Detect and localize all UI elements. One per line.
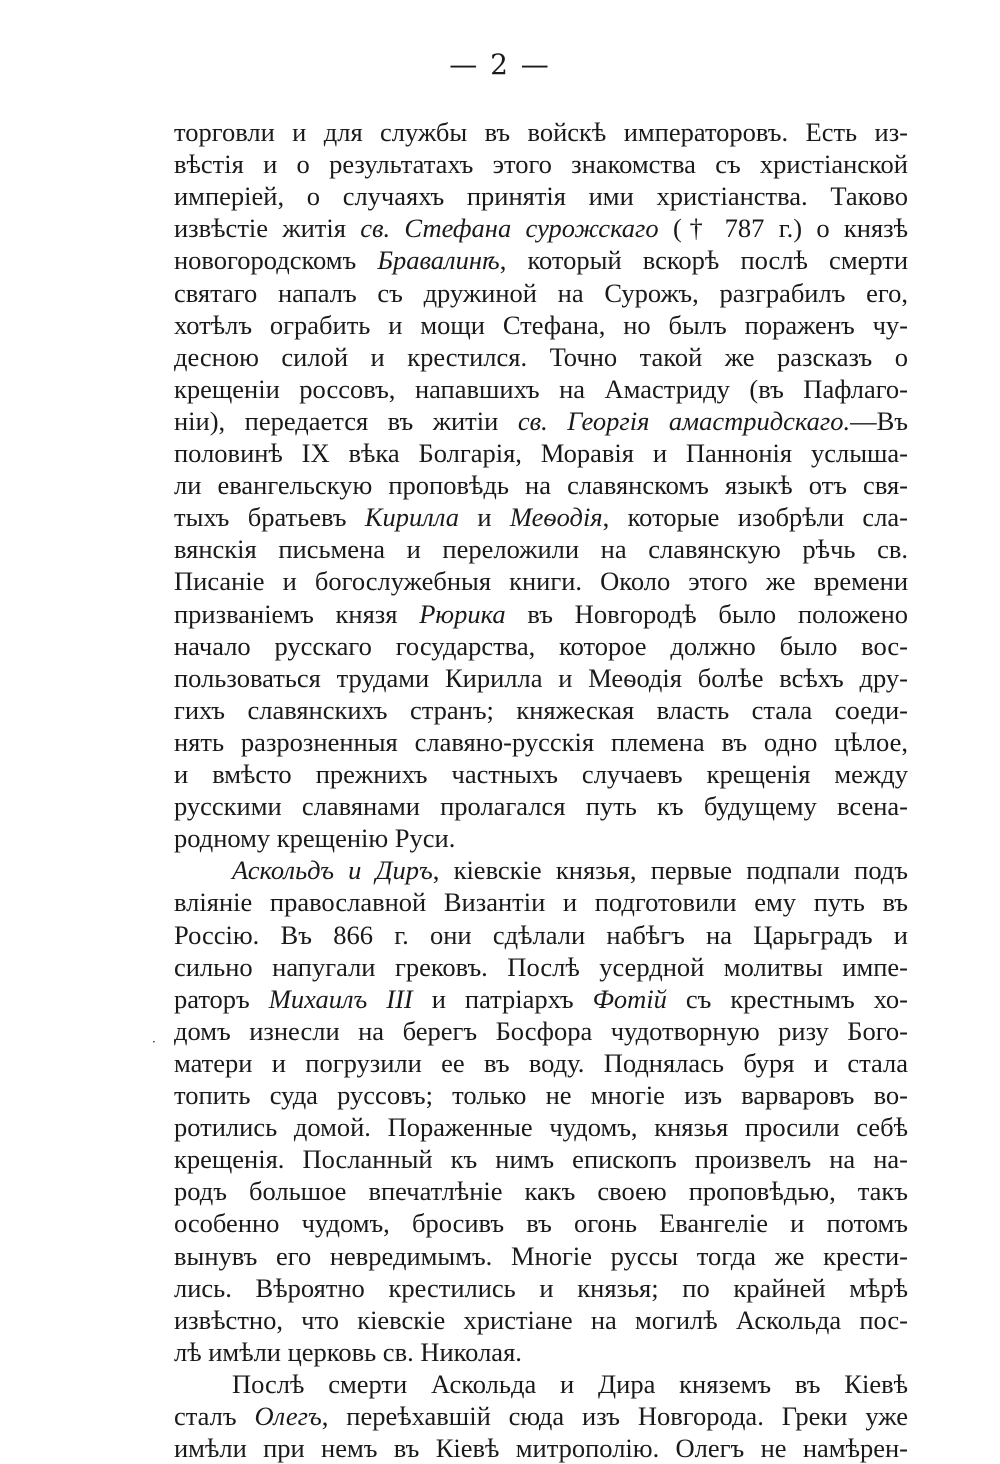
text-run: Писаніе и богослужебныя книги. Около этого же времени [174,566,908,597]
text-run: раторъ [174,983,269,1014]
italic-name: св. Георгія амастридскаго. [517,405,851,436]
italic-name: Бравалинѣ [377,245,500,276]
text-run: и вмѣсто прежнихъ частныхъ случаевъ крещенія между [174,759,908,789]
italic-name: Михаилъ III [268,983,413,1014]
text-run: крещеніи россовъ, напавшихъ на Амастриду (въ Пафлаго- [174,373,908,404]
text-run: ротились домой. Пораженные чудомъ, князья просили себѣ [174,1112,908,1143]
text-run: ніи), передается въ житіи [174,405,518,436]
text-run: торговли и для службы въ войскѣ императоровъ. Есть из- [174,117,908,147]
text-run: особенно чудомъ, бросивъ въ огонь Евангеліе и потомъ [174,1208,908,1239]
text-run: Послѣ смерти Аскольда и Дира княземъ въ Кіевѣ [232,1368,908,1399]
text-line [174,886,908,918]
text-run: и [458,502,510,533]
text-line [174,1111,908,1143]
text-run: вынувъ его невредимымъ. Многіе руссы тогда же крести- [174,1240,908,1271]
text-line [174,1240,908,1272]
text-run: , переѣхавшій сюда изъ Новгорода. Греки уже [321,1401,908,1431]
text-run: матери и погрузили ее въ воду. Поднялась буря и стала [174,1047,908,1078]
text-line [174,373,908,405]
text-line [174,1400,908,1432]
text-run: домъ изнесли на берегъ Босфора чудотворную ризу Бого- [174,1015,908,1046]
text-line [174,212,908,244]
text-line [174,565,908,597]
text-run: имперіей, о случаяхъ принятія ими христіанства. Таково [174,181,908,212]
text-line [174,501,908,533]
text-line [174,1272,908,1304]
text-run: —Въ [850,405,908,436]
text-run: русскими славянами пролагался путь къ будущему всена- [174,791,908,822]
italic-name: Рюрика [419,598,506,629]
text-run: († 787 г.) о князѣ [658,213,908,244]
text-run: нять разрозненныя славяно-русскія племена въ одно цѣлое, [174,726,908,757]
italic-name: Кирилла [364,502,459,533]
text-line [174,822,455,854]
italic-name: Аскольдъ и Диръ [232,855,433,886]
text-run: ли евангельскую проповѣдь на славянскомъ языкѣ отъ свя- [174,470,908,501]
text-run: лись. Вѣроятно крестились и князья; по крайней мѣрѣ [174,1272,908,1303]
text-line [174,1015,908,1047]
text-run: пользоваться трудами Кирилла и Меѳодія болѣе всѣхъ дру- [174,662,908,693]
text-line [174,405,908,437]
text-run: родъ большое впечатлѣніе какъ своею проповѣдью, такъ [174,1176,908,1207]
text-run: вянскія письмена и переложили на славянскую рѣчь св. [174,534,908,565]
text-run: , которые изобрѣли сла- [602,502,909,533]
text-run: тыхъ братьевъ [174,502,365,533]
text-line [174,469,908,501]
text-line [174,180,908,212]
text-run: лѣ имѣли церковь св. Николая. [174,1336,522,1367]
text-run: вліяніе православной Византіи и подготовили ему путь въ [174,887,908,918]
text-line [174,244,908,276]
italic-name: Фотій [592,983,667,1014]
text-line [174,1304,908,1336]
text-line [174,726,908,758]
text-run: , который вскорѣ послѣ смерти [499,245,909,276]
text-run: крещенія. Посланный къ нимъ епископъ произвелъ на на- [174,1144,908,1175]
text-run: съ крестнымъ хо- [666,983,908,1014]
text-run: хотѣлъ ограбить и мощи Стефана, но былъ пораженъ чу- [174,309,908,340]
italic-name: Меѳодія [509,502,603,533]
text-run: Россію. Въ 866 г. они сдѣлали набѣгъ на Царьградъ и [174,919,908,950]
text-line [174,309,908,341]
italic-name: св. Стефана сурожскаго [360,213,659,244]
text-run: топить суда руссовъ; только не многіе изъ варваровъ во- [174,1080,908,1110]
text-run: , кіевскіе князья, первые подпали подъ [432,855,908,886]
text-line [174,694,908,726]
text-run: сталъ [174,1401,255,1431]
text-run: вѣстія и о результатахъ этого знакомства съ христіанской [174,149,908,180]
text-run: извѣстіе житія [174,213,361,244]
text-line [174,598,908,630]
text-line [174,951,908,983]
text-line [174,148,908,180]
text-run: начало русскаго государства, которое должно было вос- [174,630,908,661]
text-line [174,662,908,694]
text-line [174,1143,908,1175]
text-run: въ Новгородѣ было положено [505,598,909,629]
text-line [232,854,908,886]
text-line [174,1207,908,1239]
text-run: имѣли при немъ въ Кіевѣ митрополію. Олегъ не намѣрен- [174,1433,908,1464]
text-line [174,277,908,309]
text-run: половинѣ IX вѣка Болгарія, Моравія и Паннонія услыша- [174,438,908,468]
text-line [174,341,908,373]
text-run: святаго напалъ съ дружиной на Сурожъ, разграбилъ его, [174,277,908,308]
page-number: — 2 — [449,48,551,81]
text-line [174,1079,908,1111]
text-line [174,437,908,469]
text-run: новогородскомъ [174,245,378,276]
text-run: родному крещенію Руси. [174,823,456,854]
text-line [174,790,908,822]
text-run: десною силой и крестился. Точно такой же разсказъ о [174,341,908,372]
italic-name: Олегъ [254,1401,322,1431]
text-run: гихъ славянскихъ странъ; княжеская власть стала соеди- [174,694,908,725]
text-line [174,116,908,148]
text-line [174,533,908,565]
text-run: сильно напугали грековъ. Послѣ усердной молитвы импе- [174,951,908,982]
text-line [174,983,908,1015]
text-run: призваніемъ князя [174,598,420,629]
text-line [174,758,908,790]
text-line [174,630,908,662]
text-run: и патріархъ [412,983,593,1014]
text-line [174,1175,908,1207]
text-line [174,1336,522,1368]
text-run: извѣстно, что кіевскіе христіане на могилѣ Аскольда пос- [174,1304,908,1335]
text-line [174,919,908,951]
text-line [232,1368,908,1400]
margin-mark: · [152,1035,156,1049]
text-line [174,1432,908,1464]
text-line [174,1047,908,1079]
